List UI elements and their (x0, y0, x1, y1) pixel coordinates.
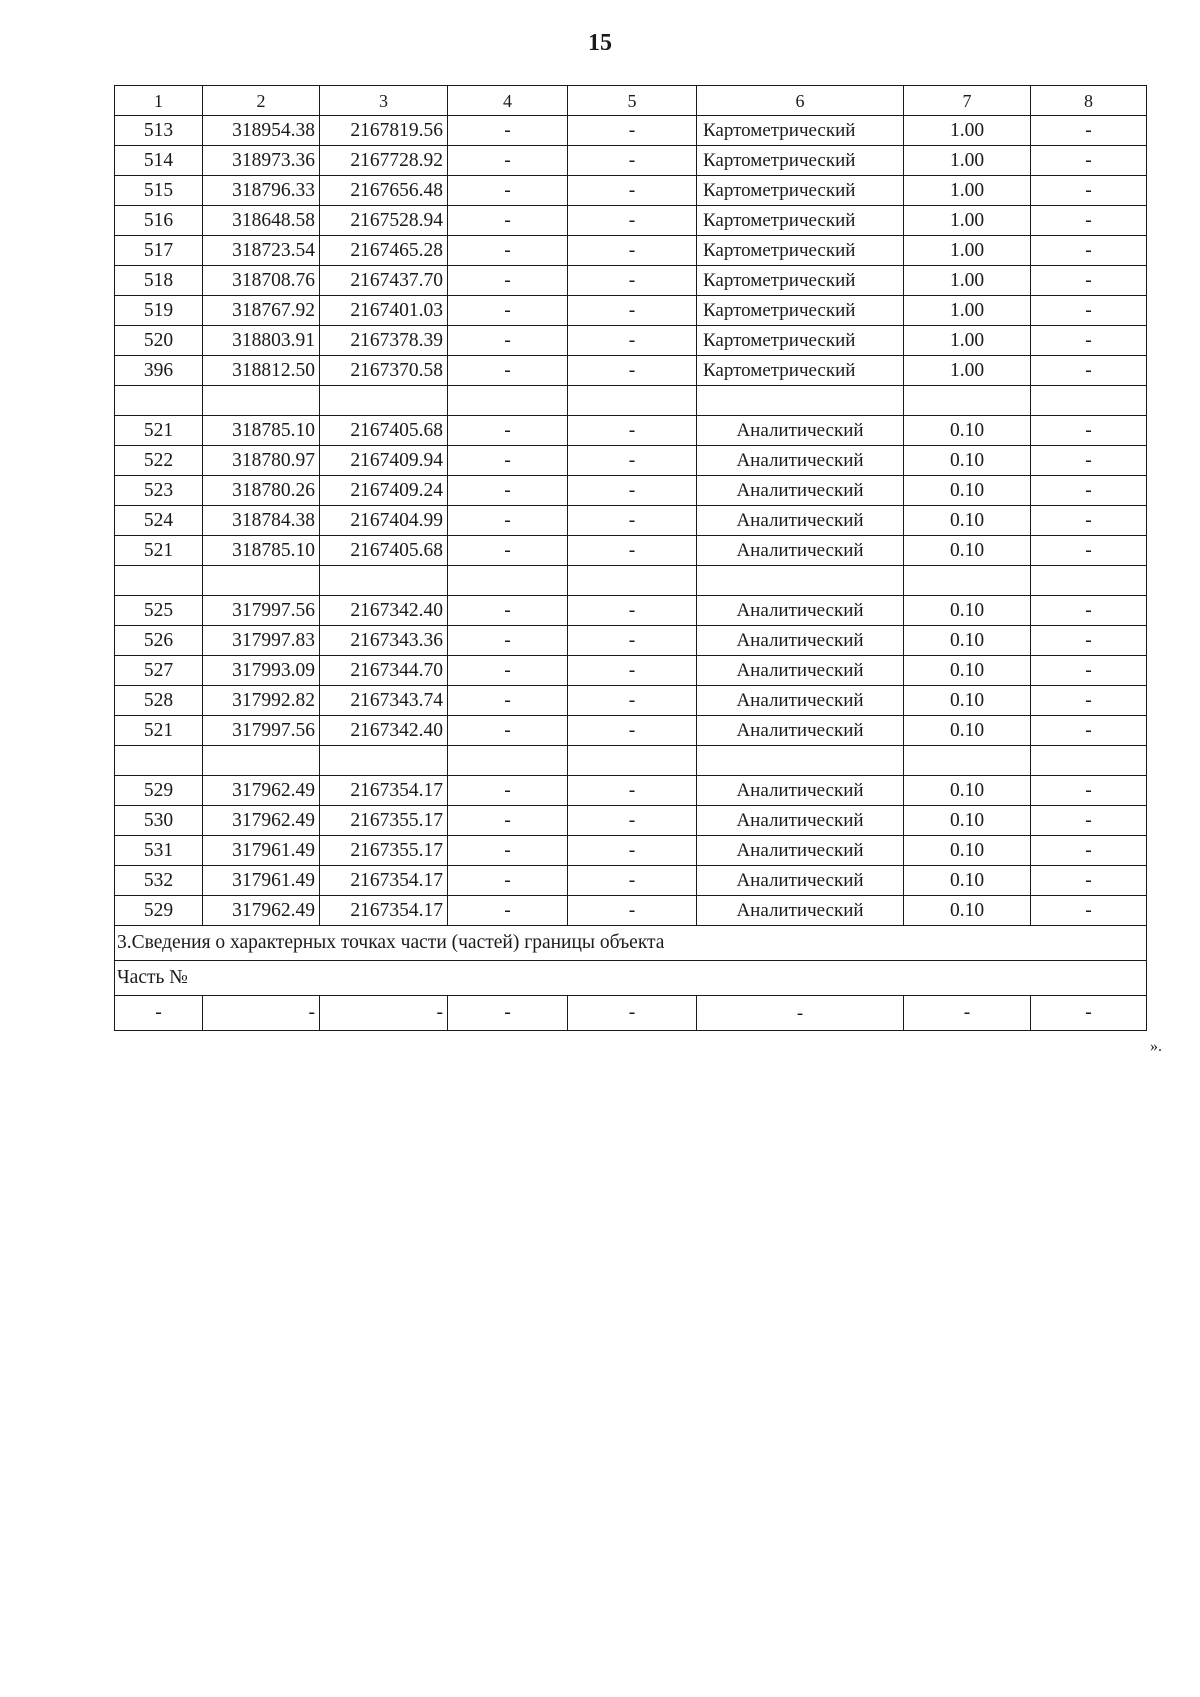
method-cell: Картометрический (697, 266, 904, 296)
empty-cell (448, 746, 568, 776)
empty-cell (320, 566, 448, 596)
y-coordinate-cell: 2167343.74 (320, 686, 448, 716)
accuracy-cell: 0.10 (904, 446, 1031, 476)
y-coordinate-cell: 2167404.99 (320, 506, 448, 536)
empty-cell (697, 746, 904, 776)
x-coordinate-cell: 318812.50 (203, 356, 320, 386)
method-cell: Аналитический (697, 896, 904, 926)
column-number: 7 (904, 86, 1031, 116)
col8-cell: - (1031, 176, 1147, 206)
separator-row (115, 566, 1147, 596)
col5-cell: - (568, 896, 697, 926)
col8-cell: - (1031, 356, 1147, 386)
y-coordinate-cell: 2167405.68 (320, 536, 448, 566)
col4-cell: - (448, 236, 568, 266)
empty-cell (1031, 386, 1147, 416)
y-coordinate-cell: 2167370.58 (320, 356, 448, 386)
x-coordinate-cell: 318780.26 (203, 476, 320, 506)
method-cell: Аналитический (697, 476, 904, 506)
table-row (115, 866, 1147, 896)
column-number-row (115, 86, 1147, 116)
x-coordinate-cell: 317962.49 (203, 806, 320, 836)
col4-cell: - (448, 146, 568, 176)
col5-cell: - (568, 116, 697, 146)
method-cell: Аналитический (697, 716, 904, 746)
accuracy-cell: 1.00 (904, 206, 1031, 236)
empty-cell (115, 746, 203, 776)
y-coordinate-cell: 2167409.24 (320, 476, 448, 506)
table-row (115, 176, 1147, 206)
accuracy-cell: 0.10 (904, 476, 1031, 506)
empty-cell (568, 746, 697, 776)
accuracy-cell: 0.10 (904, 896, 1031, 926)
x-coordinate-cell: 318723.54 (203, 236, 320, 266)
col4-cell: - (448, 506, 568, 536)
x-coordinate-cell: 318708.76 (203, 266, 320, 296)
column-number: 2 (203, 86, 320, 116)
empty-cell (448, 386, 568, 416)
col5-cell: - (568, 806, 697, 836)
empty-cell (115, 566, 203, 596)
y-coordinate-cell: 2167728.92 (320, 146, 448, 176)
col5-cell: - (568, 146, 697, 176)
accuracy-cell: 1.00 (904, 296, 1031, 326)
accuracy-cell: 0.10 (904, 716, 1031, 746)
col5-cell: - (568, 686, 697, 716)
col8-cell: - (1031, 836, 1147, 866)
empty-cell (1031, 746, 1147, 776)
point-number-cell: 519 (115, 296, 203, 326)
point-number-cell: 523 (115, 476, 203, 506)
method-cell: Аналитический (697, 416, 904, 446)
table-row (115, 476, 1147, 506)
section-heading-row (115, 926, 1147, 961)
closing-quote-mark: ». (1150, 1038, 1162, 1055)
col8-cell: - (1031, 206, 1147, 236)
table-row (115, 776, 1147, 806)
accuracy-cell: 1.00 (904, 326, 1031, 356)
y-coordinate-cell: 2167342.40 (320, 596, 448, 626)
point-number-cell: 521 (115, 416, 203, 446)
col8-cell: - (1031, 656, 1147, 686)
x-coordinate-cell: 317997.56 (203, 596, 320, 626)
x-coordinate-cell: 318784.38 (203, 506, 320, 536)
empty-cell (203, 386, 320, 416)
accuracy-cell: 0.10 (904, 536, 1031, 566)
method-cell: Аналитический (697, 836, 904, 866)
method-cell: Картометрический (697, 116, 904, 146)
col5-cell: - (568, 776, 697, 806)
col5-cell: - (568, 536, 697, 566)
col4-cell: - (448, 626, 568, 656)
y-coordinate-cell: 2167405.68 (320, 416, 448, 446)
col5-cell: - (568, 506, 697, 536)
point-number-cell: 529 (115, 896, 203, 926)
point-number-cell: 513 (115, 116, 203, 146)
accuracy-cell: 0.10 (904, 656, 1031, 686)
table-row (115, 416, 1147, 446)
boundary-points-table (114, 85, 1147, 1031)
x-coordinate-cell: - (203, 996, 320, 1031)
x-coordinate-cell: 317962.49 (203, 776, 320, 806)
col5-cell: - (568, 356, 697, 386)
table-row (115, 116, 1147, 146)
point-number-cell: 522 (115, 446, 203, 476)
method-cell: Аналитический (697, 686, 904, 716)
table-row (115, 806, 1147, 836)
y-coordinate-cell: 2167819.56 (320, 116, 448, 146)
column-number: 1 (115, 86, 203, 116)
method-cell: Картометрический (697, 326, 904, 356)
col8-cell: - (1031, 596, 1147, 626)
table-row (115, 836, 1147, 866)
col4-cell: - (448, 116, 568, 146)
col8-cell: - (1031, 116, 1147, 146)
point-number-cell: 532 (115, 866, 203, 896)
empty-cell (568, 566, 697, 596)
method-cell: Аналитический (697, 596, 904, 626)
x-coordinate-cell: 318780.97 (203, 446, 320, 476)
x-coordinate-cell: 317993.09 (203, 656, 320, 686)
section-heading-row (115, 961, 1147, 996)
empty-cell (1031, 566, 1147, 596)
separator-row (115, 386, 1147, 416)
col8-cell: - (1031, 266, 1147, 296)
col5-cell: - (568, 656, 697, 686)
table-row (115, 686, 1147, 716)
accuracy-cell: 1.00 (904, 266, 1031, 296)
point-number-cell: 517 (115, 236, 203, 266)
empty-cell (320, 386, 448, 416)
y-coordinate-cell: 2167355.17 (320, 806, 448, 836)
col8-cell: - (1031, 896, 1147, 926)
y-coordinate-cell: 2167378.39 (320, 326, 448, 356)
x-coordinate-cell: 318973.36 (203, 146, 320, 176)
method-cell: Аналитический (697, 866, 904, 896)
col5-cell: - (568, 836, 697, 866)
empty-cell (568, 386, 697, 416)
y-coordinate-cell: 2167343.36 (320, 626, 448, 656)
col5-cell: - (568, 716, 697, 746)
accuracy-cell: 1.00 (904, 236, 1031, 266)
col4-cell: - (448, 806, 568, 836)
table-row (115, 146, 1147, 176)
col5-cell: - (568, 296, 697, 326)
table-row (115, 656, 1147, 686)
col4-cell: - (448, 176, 568, 206)
x-coordinate-cell: 317997.83 (203, 626, 320, 656)
col4-cell: - (448, 536, 568, 566)
accuracy-cell: 0.10 (904, 776, 1031, 806)
col8-cell: - (1031, 866, 1147, 896)
col5-cell: - (568, 326, 697, 356)
col4-cell: - (448, 266, 568, 296)
accuracy-cell: 1.00 (904, 116, 1031, 146)
empty-cell (320, 746, 448, 776)
table-row (115, 896, 1147, 926)
column-number: 3 (320, 86, 448, 116)
x-coordinate-cell: 317961.49 (203, 836, 320, 866)
empty-cell (904, 386, 1031, 416)
col5-cell: - (568, 266, 697, 296)
table-row (115, 266, 1147, 296)
col4-cell: - (448, 416, 568, 446)
table-body (115, 86, 1147, 1031)
point-number-cell: 515 (115, 176, 203, 206)
col5-cell: - (568, 996, 697, 1031)
empty-cell (203, 746, 320, 776)
col4-cell: - (448, 326, 568, 356)
col4-cell: - (448, 716, 568, 746)
y-coordinate-cell: 2167355.17 (320, 836, 448, 866)
table-row (115, 296, 1147, 326)
col8-cell: - (1031, 996, 1147, 1031)
page-number: 15 (588, 30, 612, 56)
accuracy-cell: 0.10 (904, 806, 1031, 836)
method-cell: Аналитический (697, 776, 904, 806)
empty-cell (904, 746, 1031, 776)
method-cell: Картометрический (697, 146, 904, 176)
section-heading: Часть № (115, 961, 1147, 996)
x-coordinate-cell: 318803.91 (203, 326, 320, 356)
col4-cell: - (448, 996, 568, 1031)
col8-cell: - (1031, 806, 1147, 836)
x-coordinate-cell: 317992.82 (203, 686, 320, 716)
col8-cell: - (1031, 416, 1147, 446)
col8-cell: - (1031, 476, 1147, 506)
col5-cell: - (568, 626, 697, 656)
method-cell: Аналитический (697, 446, 904, 476)
table-row (115, 326, 1147, 356)
col4-cell: - (448, 296, 568, 326)
col5-cell: - (568, 476, 697, 506)
empty-cell (203, 566, 320, 596)
y-coordinate-cell: 2167342.40 (320, 716, 448, 746)
col8-cell: - (1031, 236, 1147, 266)
col8-cell: - (1031, 686, 1147, 716)
point-number-cell: - (115, 996, 203, 1031)
x-coordinate-cell: 318796.33 (203, 176, 320, 206)
method-cell: Аналитический (697, 806, 904, 836)
x-coordinate-cell: 317962.49 (203, 896, 320, 926)
col8-cell: - (1031, 716, 1147, 746)
point-number-cell: 516 (115, 206, 203, 236)
point-number-cell: 529 (115, 776, 203, 806)
y-coordinate-cell: 2167465.28 (320, 236, 448, 266)
table-row (115, 236, 1147, 266)
table-row (115, 506, 1147, 536)
method-cell: Картометрический (697, 296, 904, 326)
x-coordinate-cell: 318767.92 (203, 296, 320, 326)
column-number: 4 (448, 86, 568, 116)
accuracy-cell: 0.10 (904, 416, 1031, 446)
col4-cell: - (448, 596, 568, 626)
accuracy-cell: 0.10 (904, 626, 1031, 656)
column-number: 8 (1031, 86, 1147, 116)
point-number-cell: 520 (115, 326, 203, 356)
method-cell: Картометрический (697, 236, 904, 266)
empty-cell (904, 566, 1031, 596)
x-coordinate-cell: 318954.38 (203, 116, 320, 146)
x-coordinate-cell: 317961.49 (203, 866, 320, 896)
accuracy-cell: - (904, 996, 1031, 1031)
table-row (115, 356, 1147, 386)
col5-cell: - (568, 236, 697, 266)
point-number-cell: 521 (115, 716, 203, 746)
col8-cell: - (1031, 326, 1147, 356)
y-coordinate-cell: - (320, 996, 448, 1031)
y-coordinate-cell: 2167656.48 (320, 176, 448, 206)
empty-cell (697, 386, 904, 416)
col5-cell: - (568, 446, 697, 476)
accuracy-cell: 0.10 (904, 506, 1031, 536)
point-number-cell: 524 (115, 506, 203, 536)
col5-cell: - (568, 596, 697, 626)
accuracy-cell: 1.00 (904, 176, 1031, 206)
empty-cell (697, 566, 904, 596)
col4-cell: - (448, 206, 568, 236)
point-number-cell: 528 (115, 686, 203, 716)
point-number-cell: 514 (115, 146, 203, 176)
col8-cell: - (1031, 446, 1147, 476)
col5-cell: - (568, 206, 697, 236)
col5-cell: - (568, 866, 697, 896)
method-cell: Картометрический (697, 206, 904, 236)
col4-cell: - (448, 446, 568, 476)
column-number: 5 (568, 86, 697, 116)
separator-row (115, 746, 1147, 776)
empty-cell (115, 386, 203, 416)
y-coordinate-cell: 2167354.17 (320, 776, 448, 806)
accuracy-cell: 0.10 (904, 596, 1031, 626)
method-cell: Аналитический (697, 536, 904, 566)
y-coordinate-cell: 2167528.94 (320, 206, 448, 236)
method-cell: - (697, 996, 904, 1031)
table-row (115, 716, 1147, 746)
table-row (115, 446, 1147, 476)
accuracy-cell: 0.10 (904, 836, 1031, 866)
point-number-cell: 526 (115, 626, 203, 656)
point-number-cell: 396 (115, 356, 203, 386)
method-cell: Аналитический (697, 506, 904, 536)
col8-cell: - (1031, 776, 1147, 806)
method-cell: Картометрический (697, 356, 904, 386)
method-cell: Картометрический (697, 176, 904, 206)
x-coordinate-cell: 318785.10 (203, 536, 320, 566)
accuracy-cell: 1.00 (904, 146, 1031, 176)
table-row (115, 536, 1147, 566)
point-number-cell: 531 (115, 836, 203, 866)
col8-cell: - (1031, 536, 1147, 566)
y-coordinate-cell: 2167401.03 (320, 296, 448, 326)
point-number-cell: 527 (115, 656, 203, 686)
x-coordinate-cell: 317997.56 (203, 716, 320, 746)
empty-cell (448, 566, 568, 596)
col8-cell: - (1031, 506, 1147, 536)
column-number: 6 (697, 86, 904, 116)
col4-cell: - (448, 776, 568, 806)
point-number-cell: 530 (115, 806, 203, 836)
point-number-cell: 521 (115, 536, 203, 566)
method-cell: Аналитический (697, 656, 904, 686)
col4-cell: - (448, 836, 568, 866)
col4-cell: - (448, 656, 568, 686)
empty-part-row (115, 996, 1147, 1031)
x-coordinate-cell: 318648.58 (203, 206, 320, 236)
table-row (115, 596, 1147, 626)
y-coordinate-cell: 2167354.17 (320, 866, 448, 896)
y-coordinate-cell: 2167344.70 (320, 656, 448, 686)
y-coordinate-cell: 2167437.70 (320, 266, 448, 296)
col8-cell: - (1031, 626, 1147, 656)
section-heading: 3.Сведения о характерных точках части (частей) границы объекта (115, 926, 1147, 961)
point-number-cell: 525 (115, 596, 203, 626)
accuracy-cell: 0.10 (904, 686, 1031, 716)
col8-cell: - (1031, 146, 1147, 176)
point-number-cell: 518 (115, 266, 203, 296)
col5-cell: - (568, 176, 697, 206)
col4-cell: - (448, 686, 568, 716)
y-coordinate-cell: 2167354.17 (320, 896, 448, 926)
col4-cell: - (448, 476, 568, 506)
col4-cell: - (448, 866, 568, 896)
col8-cell: - (1031, 296, 1147, 326)
table-row (115, 626, 1147, 656)
table-row (115, 206, 1147, 236)
col4-cell: - (448, 356, 568, 386)
accuracy-cell: 1.00 (904, 356, 1031, 386)
col4-cell: - (448, 896, 568, 926)
y-coordinate-cell: 2167409.94 (320, 446, 448, 476)
col5-cell: - (568, 416, 697, 446)
method-cell: Аналитический (697, 626, 904, 656)
x-coordinate-cell: 318785.10 (203, 416, 320, 446)
accuracy-cell: 0.10 (904, 866, 1031, 896)
